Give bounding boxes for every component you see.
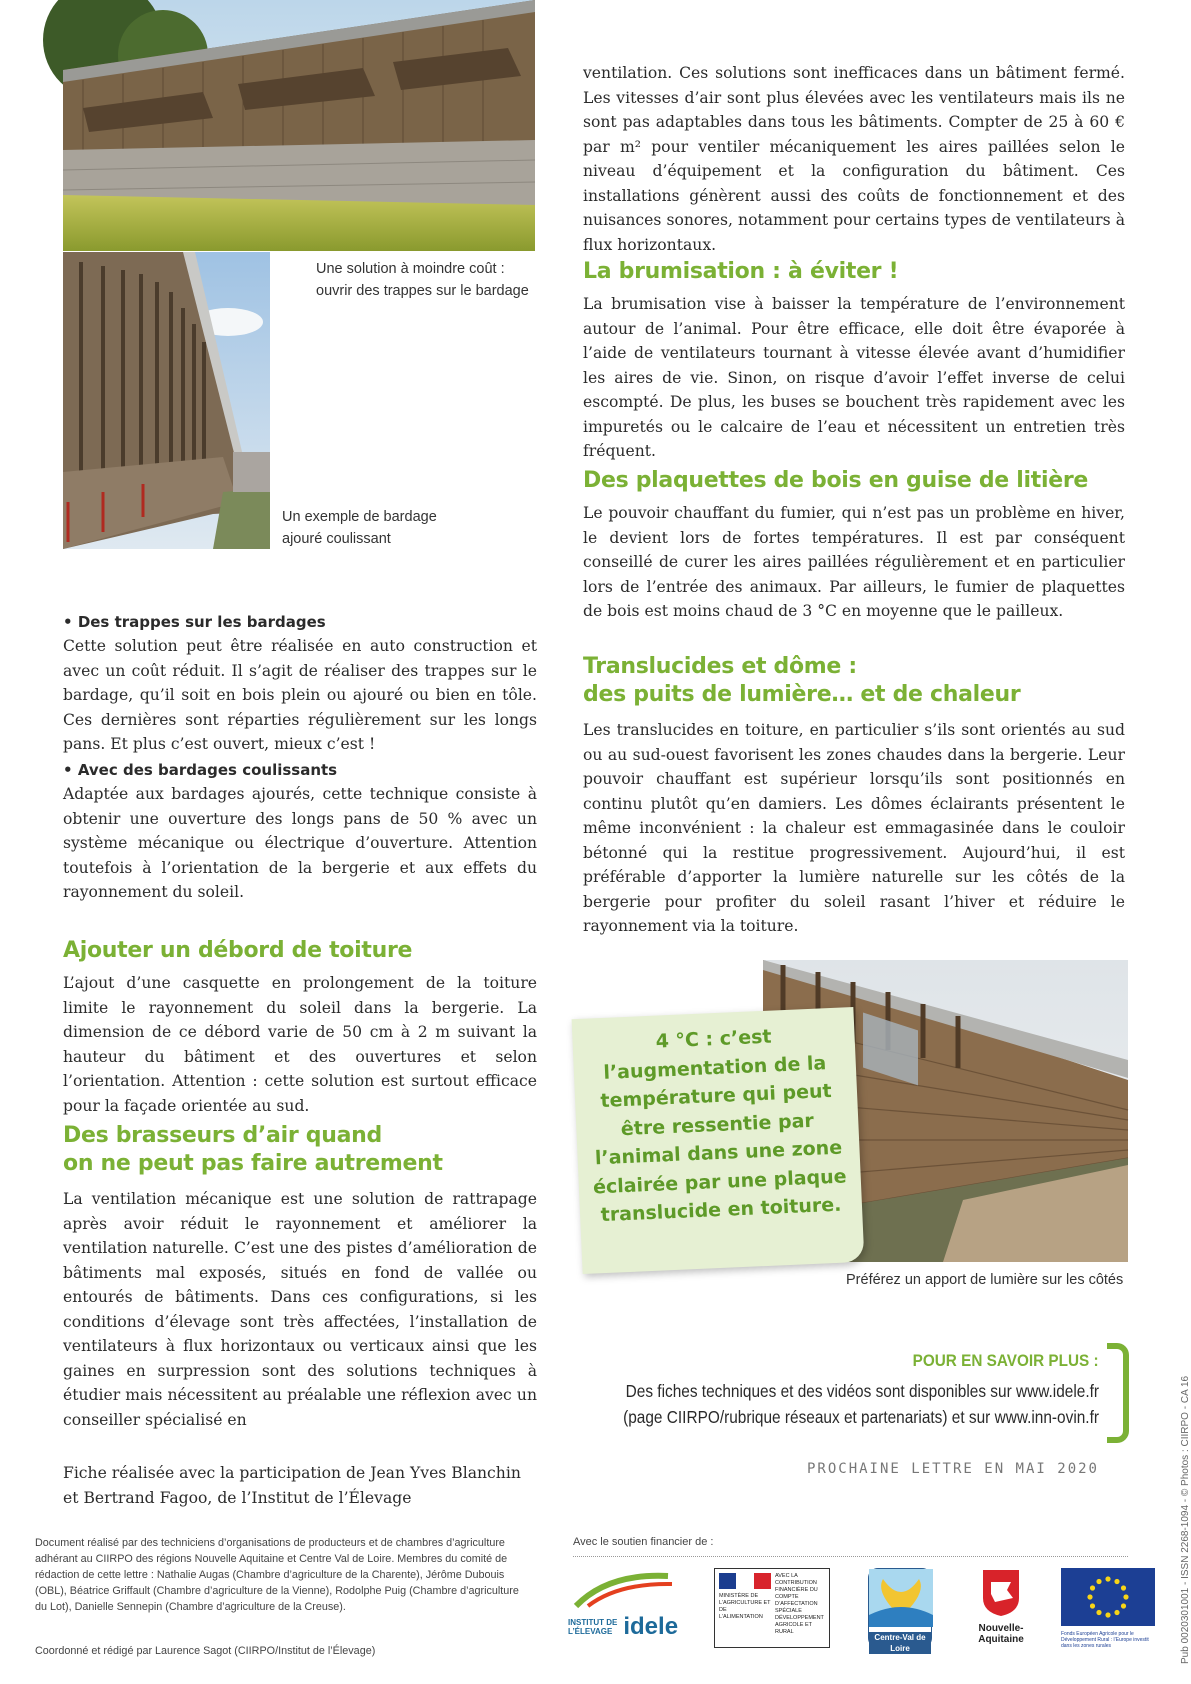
photo-bardage-ajoure (63, 252, 270, 549)
heading-translucides: Translucides et dôme : des puits de lumière… et de chaleur (583, 654, 1021, 707)
caption-photo-lumiere: Préférez un apport de lumière sur les côtés (846, 1272, 1124, 1288)
bullet-trappes-title: • Des trappes sur les bardages (63, 610, 537, 634)
eu-flag-icon (1061, 1568, 1155, 1626)
ministere-logo: MINISTÈRE DE L’AGRICULTURE ET DE L’ALIMENTATION AVEC LA CONTRIBUTION FINANCIÈRE DU COMPTE D’AFFECTATION SPÉCIALE DÉVELOPPEMENT AGRICOLE ET RURAL (714, 1568, 830, 1648)
brumisation-text: La brumisation vise à baisser la température de l’environnement autour de l’animal. Pour être efficace, elle doit être évaporée à l’aide de ventilateurs tournant à vitesse élevée avant d’humidifier les aires de vie. Sinon, on risque d’avoir l’effet inverse de celui escompté. De plus, les buses se bouchent très rapidement avec les impuretés ou le calcaire de l’eau et nécessitent un entretien très fréquent. (583, 295, 1125, 460)
intro-ventilation-text: ventilation. Ces solutions sont inefficaces dans un bâtiment fermé. Les vitesses d’air sont plus élevées avec les ventilateurs mais ils ne sont pas adaptables dans tous les bâtiments. Compter de 25 à 60 € par m² pour ventiler mécaniquement les aires paillées selon le niveau d’équipement et la configuration du bâtiment. Ces installations génèrent aussi des coûts de fonctionnement et des nuisances sonores, notamment pour certains types de ventilateurs à flux horizontaux. (583, 64, 1125, 254)
callout-4c (572, 1007, 865, 1274)
nouvelle-aquitaine-logo: Nouvelle- Aquitaine (966, 1568, 1036, 1648)
caption-photo-bardage: Un exemple de bardage ajouré coulissant (282, 509, 437, 547)
photo-bergerie-trappes (63, 0, 535, 251)
photo-bardage-image (63, 252, 270, 549)
more-info-bracket (1107, 1343, 1129, 1443)
heading-plaquettes: Des plaquettes de bois en guise de litière (583, 468, 1089, 493)
brasseurs-text: La ventilation mécanique est une solution de rattrapage après avoir réduit le rayonnement et améliorer la ventilation naturelle. C’est une des pistes d’amélioration de bâtiments mal exposés, situés en fond de vallée ou entourés de bâtiments. Dans ces configurations, si les conditions d’élevage sont très affectées, l’installation de ventilateurs à flux horizontaux ou verticaux ainsi que les gaines en surpression sont des solutions techniques à étudier mais nécessitent au préalable une réflexion avec un conseiller spécialisé en (63, 1190, 537, 1429)
footer-signature: Coordonné et rédigé par Laurence Sagot (CIIRPO/Institut de l’Élevage) (35, 1645, 376, 1657)
footer-fine-print: Document réalisé par des techniciens d’organisations de producteurs et de chambres d’agriculture adhérant au CIIRPO des régions Nouvelle Aquitaine et Centre Val de Loire. Membres du comité de rédaction de cette lettre : Nathalie Augas (Chambre d’agriculture de la Charente), Jérôme Dubouis (OBL), Béatrice Griffault (Chambre d’agriculture de la Vienne), Rodolphe Puig (Chambre d’agriculture du Lot), Danielle Sennepin (Chambre d’agriculture de la Creuse). (35, 1537, 519, 1613)
translucides-text: Les translucides en toiture, en particulier s’ils sont orientés au sud ou au sud-ouest favorisent les zones chaudes dans la bergerie. Leur pouvoir chauffant est supérieur lorsqu’ils sont positionnés en continu plutôt qu’en damiers. Les dômes éclairants présentent le même inconvénient : la chaleur est emmagasinée dans le couloir bétonné qui la restitue progressivement. Aujourd’hui, il est préférable d’apporter la lumière naturelle sur les côtés de la bergerie pour profiter du soleil rasant l’hiver et réduire le rayonnement via la toiture. (583, 721, 1125, 935)
more-info-text: Des fiches techniques et des vidéos sont disponibles sur www.idele.fr (page CIIRPO/rubrique réseaux et partenariats) et sur www.inn-ovin.fr (623, 1381, 1099, 1427)
debord-text: L’ajout d’une casquette en prolongement de la toiture limite le rayonnement du soleil dans la bergerie. La dimension de ce débord varie de 50 cm à 2 m suivant la hauteur du bâtiment et des ouvertures et selon l’orientation. Attention : cette solution est surtout efficace pour la façade orientée au sud. (63, 974, 537, 1115)
bullet-trappes-text: Cette solution peut être réalisée en auto construction et avec un coût réduit. Il s’agit de réaliser des trappes sur le bardage, qu’il soit en bois plein ou ajouré ou bien en tôle. Ces dernières sont réparties régulièrement sur les longs pans. Et plus c’est ouvert, mieux c’est ! (63, 637, 537, 753)
photo-trappes-image (63, 0, 535, 251)
heading-debord-toiture: Ajouter un débord de toiture (63, 938, 413, 963)
support-divider (573, 1556, 1128, 1557)
centre-val-de-loire-logo: Centre-Val de Loire (868, 1568, 932, 1648)
credit-note: Fiche réalisée avec la participation de Jean Yves Blanchin et Bertrand Fagoo, de l’Institut de l’Élevage (63, 1464, 521, 1507)
support-label: Avec le soutien financier de : (573, 1536, 714, 1548)
bullet-coulissants (63, 758, 537, 905)
bullet-coulissants-title: • Avec des bardages coulissants (63, 758, 537, 782)
next-letter: PROCHAINE LETTRE EN MAI 2020 (806, 1461, 1099, 1477)
centre-logo-mark (869, 1569, 933, 1627)
bullet-trappes (63, 610, 537, 757)
vertical-legal-note: Pub 0020301001 - ISSN 2268-1094 - © Photos : CIIRPO - CA 16 (1180, 1375, 1191, 1664)
nouvelle-aquitaine-shield-icon (981, 1568, 1021, 1618)
eu-feader-logo: Fonds Européen Agricole pour le Développement Rural : l’Europe investit dans les zones rurales (1061, 1568, 1155, 1648)
plaquettes-text: Le pouvoir chauffant du fumier, qui n’est pas un problème en hiver, le devient lors de fortes températures. Il est par conséquent conseillé de curer les aires paillées régulièrement et en particulier lors de l’entrée des animaux. Par ailleurs, le fumier de plaquettes de bois est moins chaud de 3 °C en moyenne que le pailleux. (583, 504, 1125, 620)
idele-logo-mark (568, 1568, 680, 1608)
idele-logo: INSTITUT DE L’ÉLEVAGE idele (568, 1568, 680, 1648)
heading-brasseurs: Des brasseurs d’air quand on ne peut pas faire autrement (63, 1123, 443, 1176)
more-info-title: POUR EN SAVOIR PLUS : (913, 1351, 1099, 1370)
caption-photo-trappes: Une solution à moindre coût : ouvrir des trappes sur le bardage (316, 261, 529, 299)
bullet-coulissants-text: Adaptée aux bardages ajourés, cette technique consiste à obtenir une ouverture des longs pans de 50 % avec un système mécanique ou électrique d’ouverture. Attention toutefois à l’orientation de la bergerie et aux effets du rayonnement du soleil. (63, 785, 537, 901)
heading-brumisation: La brumisation : à éviter ! (583, 259, 899, 284)
callout-4c-text: 4 °C : c’est l’augmentation de la température qui peut être ressentie par l’animal dans une zone éclairée par une plaque translucide en toiture. (592, 1025, 847, 1227)
